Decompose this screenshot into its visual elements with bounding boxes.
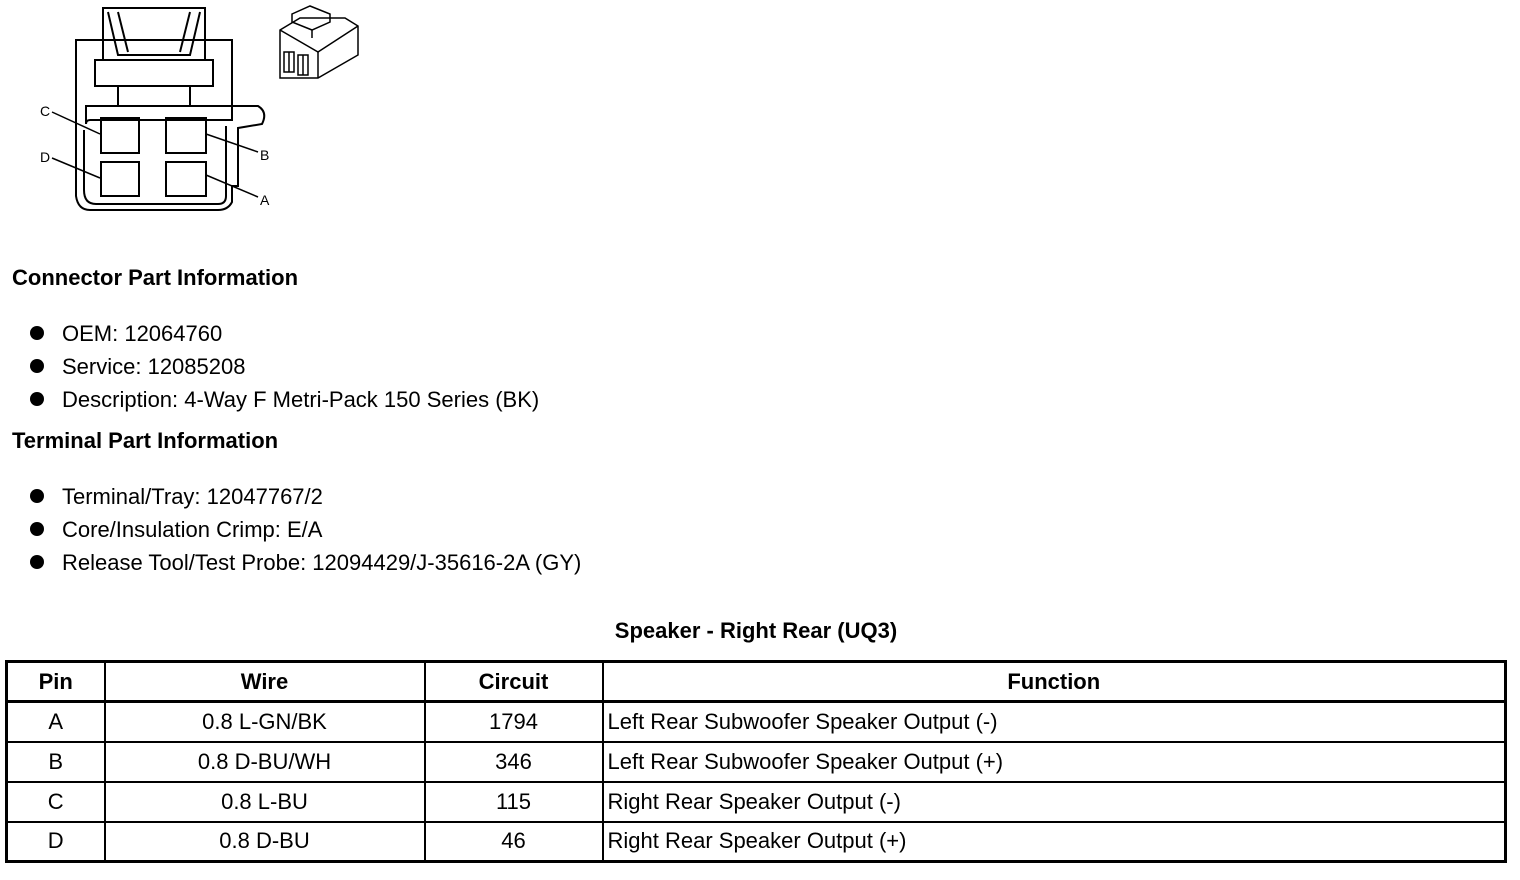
- cell-circuit: 1794: [425, 702, 603, 742]
- connector-body: [76, 40, 264, 210]
- cell-function: Right Rear Speaker Output (+): [603, 822, 1506, 862]
- pinout-table: [5, 660, 1507, 863]
- cell-wire: 0.8 D-BU: [105, 822, 425, 862]
- cell-wire: 0.8 L-BU: [105, 782, 425, 822]
- cell-circuit: 115: [425, 782, 603, 822]
- table-header-row: [7, 662, 1506, 702]
- list-item: Service: 12085208: [30, 350, 539, 383]
- cell-wire: 0.8 D-BU/WH: [105, 742, 425, 782]
- table-row: [7, 702, 1506, 742]
- bullet-icon: [30, 489, 44, 503]
- list-item: OEM: 12064760: [30, 317, 539, 350]
- terminal-part-info-list: [30, 480, 581, 579]
- cell-pin: A: [7, 702, 105, 742]
- list-item: Release Tool/Test Probe: 12094429/J-35616-2A (GY): [30, 546, 581, 579]
- header-function: Function: [603, 662, 1506, 702]
- connector-part-info-heading: Connector Part Information: [12, 265, 299, 290]
- header-circuit: Circuit: [425, 662, 603, 702]
- terminal-cavity-b: [166, 118, 206, 153]
- cell-circuit: 346: [425, 742, 603, 782]
- connector-face-diagram: [0, 0, 380, 225]
- cell-wire: 0.8 L-GN/BK: [105, 702, 425, 742]
- terminal-cavity-d: [101, 162, 139, 196]
- cell-function: Left Rear Subwoofer Speaker Output (-): [603, 702, 1506, 742]
- bullet-icon: [30, 392, 44, 406]
- pin-label-b: B: [260, 147, 270, 163]
- table-row: [7, 742, 1506, 782]
- connector-part-info-list: [30, 317, 539, 416]
- bullet-icon: [30, 326, 44, 340]
- bullet-icon: [30, 555, 44, 569]
- cell-pin: C: [7, 782, 105, 822]
- header-wire: Wire: [105, 662, 425, 702]
- cell-circuit: 46: [425, 822, 603, 862]
- header-pin: Pin: [7, 662, 105, 702]
- list-item: Description: 4-Way F Metri-Pack 150 Series (BK): [30, 383, 539, 416]
- terminal-part-info-heading: Terminal Part Information: [12, 428, 279, 453]
- table-row: [7, 822, 1506, 862]
- cell-function: Left Rear Subwoofer Speaker Output (+): [603, 742, 1506, 782]
- latch-bar: [95, 60, 213, 86]
- cell-pin: D: [7, 822, 105, 862]
- pin-label-c: C: [40, 103, 51, 119]
- list-item: Terminal/Tray: 12047767/2: [30, 480, 581, 513]
- pin-label-a: A: [260, 192, 270, 208]
- cell-function: Right Rear Speaker Output (-): [603, 782, 1506, 822]
- table-title: Speaker - Right Rear (UQ3): [614, 618, 898, 643]
- bullet-icon: [30, 522, 44, 536]
- table-row: [7, 782, 1506, 822]
- pin-label-d: D: [40, 149, 51, 165]
- list-item: Core/Insulation Crimp: E/A: [30, 513, 581, 546]
- cell-pin: B: [7, 742, 105, 782]
- bullet-icon: [30, 359, 44, 373]
- terminal-cavity-c: [101, 118, 139, 153]
- connector-isometric-icon: [280, 6, 358, 78]
- terminal-cavity-a: [166, 162, 206, 196]
